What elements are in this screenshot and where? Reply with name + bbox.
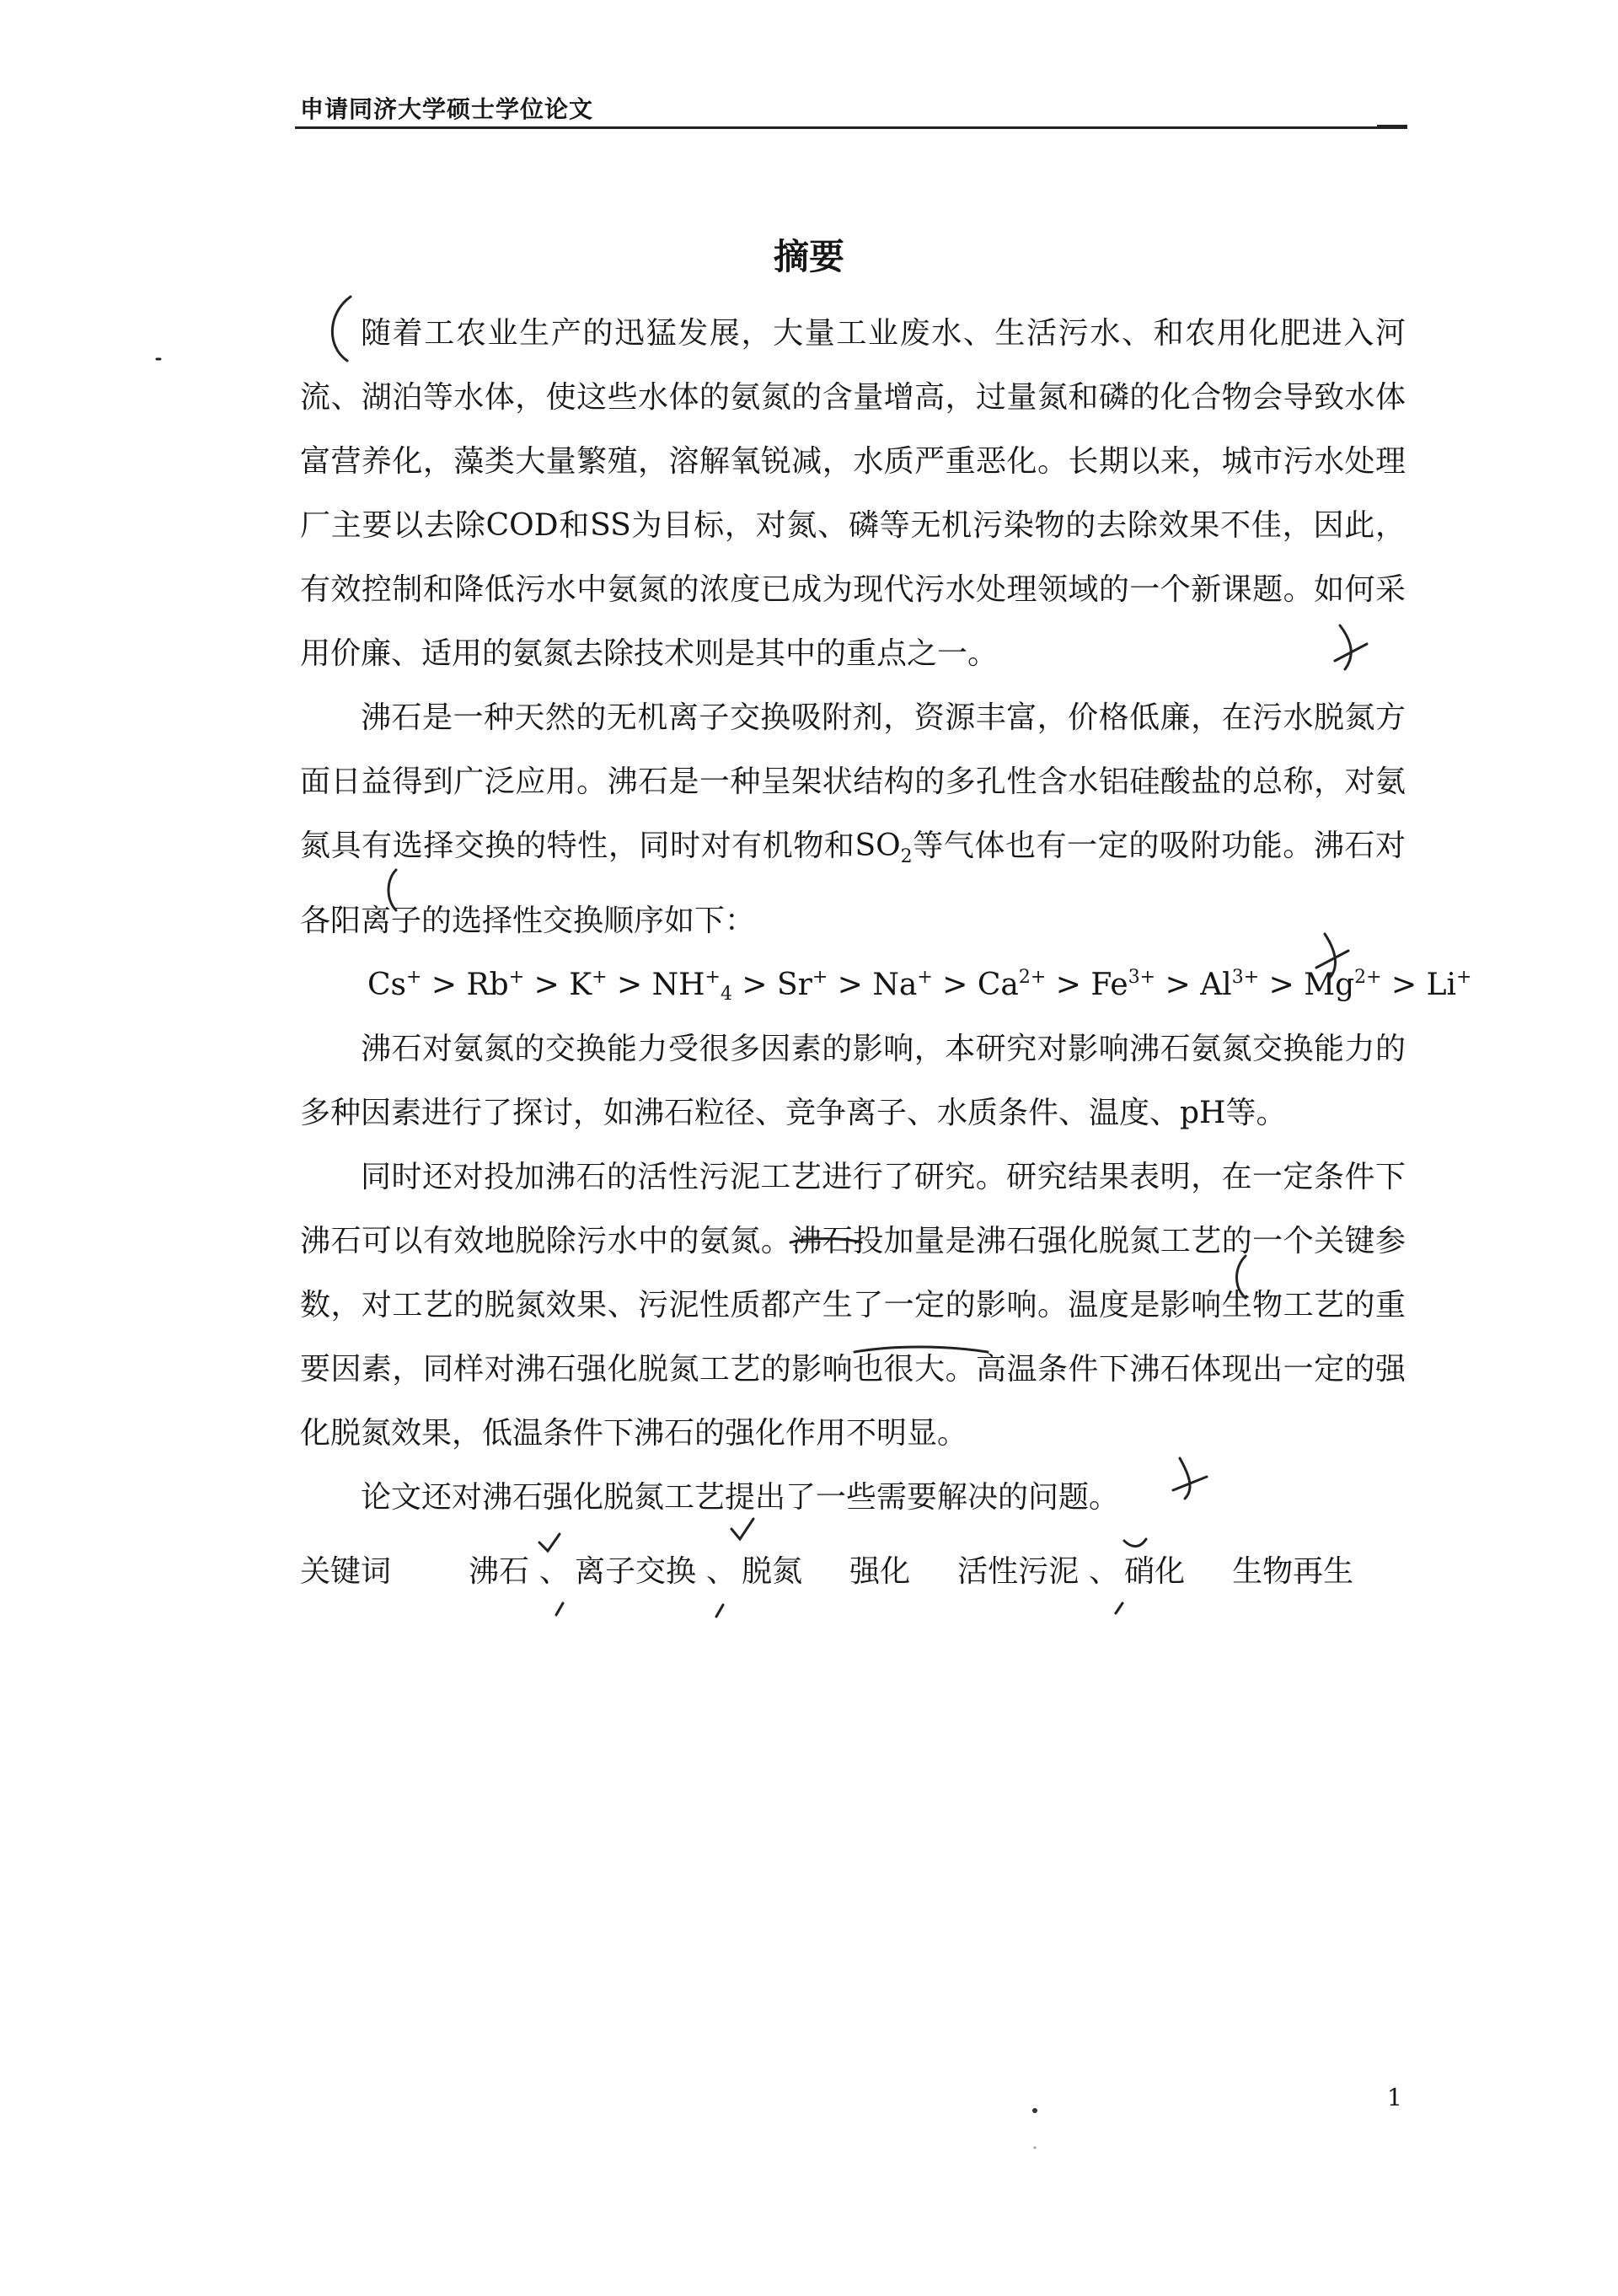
ion-charge: 2+ <box>1018 967 1047 989</box>
paragraph-4: 同时还对投加沸石的活性污泥工艺进行了研究。研究结果表明，在一定条件下沸石可以有效地脱除污水中的氨氮。沸石投加量是沸石强化脱氮工艺的一个关键参数，对工艺的脱氮效果、污泥性质都产生了一定的影响。温度是影响生物工艺的重要因素，同样对沸石强化脱氮工艺的影响也很大。高温条件下沸石体现出一定的强化脱氮效果，低温条件下沸石的强化作用不明显。 <box>300 1160 1406 1451</box>
keyword-item: 离子交换 <box>575 1554 697 1589</box>
ion-cs <box>367 968 421 1002</box>
keywords-list <box>469 1548 1401 1591</box>
paragraph-2-head: 沸石是一种天然的无机离子交换吸附剂，资源丰富，价格低廉，在污水脱氮方面日益得到广泛应用。沸石是一种呈架状结构的多孔性含水铝硅酸盐的总称，对氨氮具有选择交换的特性，同时对有机物和SO <box>300 700 1406 863</box>
ion-charge: + <box>1456 967 1472 989</box>
ion-symbol: Na <box>872 968 918 1003</box>
ion-fe <box>1090 968 1155 1002</box>
stray-dot <box>1032 2108 1037 2113</box>
keyword-item: 硝化 <box>1124 1554 1186 1589</box>
keyword-separator: 、 <box>539 1554 571 1589</box>
ion-charge: + <box>508 967 525 989</box>
keyword-item: 活性污泥 <box>957 1554 1080 1589</box>
ion-charge: + <box>705 967 721 989</box>
abstract-title: 摘要 <box>773 236 844 277</box>
ion-charge: 3+ <box>1128 967 1156 989</box>
ion-symbol: Ca <box>977 968 1019 1003</box>
tick-stroke <box>716 1605 723 1617</box>
keyword-item: 沸石 <box>469 1554 530 1589</box>
ion-ca <box>978 968 1046 1002</box>
keyword-item: 脱氮 <box>742 1554 803 1589</box>
formula-separator: > <box>1155 968 1201 1003</box>
ion-symbol: Mg <box>1304 968 1355 1003</box>
ion-al <box>1200 968 1259 1002</box>
ion-symbol: Fe <box>1090 968 1128 1003</box>
ion-symbol: NH <box>651 968 705 1003</box>
ion-symbol: K <box>569 968 592 1003</box>
formula-separator: > <box>421 968 467 1003</box>
paragraph-2-subscript: 2 <box>900 846 913 868</box>
keyword-item: 强化 <box>849 1554 911 1589</box>
ion-charge: 2+ <box>1354 967 1382 989</box>
ion-sr <box>777 968 828 1002</box>
keyword-separator: 、 <box>706 1554 737 1589</box>
running-header: 申请同济大学硕士学位论文 <box>300 95 594 123</box>
ion-symbol: Rb <box>466 968 509 1003</box>
formula-separator: > <box>828 968 873 1003</box>
header-rule <box>295 126 1407 129</box>
ion-k <box>569 968 607 1002</box>
ion-na <box>872 968 932 1002</box>
paragraph-5: 论文还对沸石强化脱氮工艺提出了一些需要解决的问题。 <box>361 1480 1120 1515</box>
formula-separator: > <box>1259 968 1305 1003</box>
tick-stroke <box>1116 1603 1122 1613</box>
paragraph-2-tail: 等气体也有一定的吸附功能。沸石对各阳离子的选择性交换顺序如下： <box>300 829 1406 939</box>
ion-nh <box>651 967 732 1006</box>
formula-separator: > <box>607 968 652 1003</box>
keywords-line <box>300 1548 1401 1591</box>
page-number: 1 <box>1387 2084 1402 2111</box>
ion-charge: + <box>812 967 828 989</box>
keywords-label: 关键词 <box>300 1554 392 1589</box>
paragraph-3: 沸石对氨氮的交换能力受很多因素的影响，本研究对影响沸石氨氮交换能力的多种因素进行了探讨，如沸石粒径、竞争离子、水质条件、温度、pH等。 <box>300 1032 1406 1131</box>
ion-symbol: Cs <box>367 968 407 1003</box>
abstract-body <box>300 302 1472 1530</box>
ion-charge: + <box>406 967 422 989</box>
ion-selectivity-formula <box>300 953 1472 1017</box>
ion-symbol: Al <box>1200 968 1232 1003</box>
formula-separator: > <box>932 968 978 1003</box>
ion-charge: + <box>592 967 608 989</box>
ion-charge: 3+ <box>1231 967 1260 989</box>
formula-separator: > <box>1381 968 1427 1003</box>
ion-mg <box>1304 968 1381 1002</box>
tick-stroke <box>556 1603 563 1615</box>
ion-rb <box>467 968 525 1002</box>
stray-dot <box>1034 2147 1037 2149</box>
check-mark <box>1124 1539 1146 1547</box>
formula-separator: > <box>1046 968 1091 1003</box>
header-dash <box>1377 125 1407 128</box>
formula-separator: > <box>731 968 777 1003</box>
paragraph-2 <box>300 686 1406 953</box>
keyword-item: 生物再生 <box>1232 1554 1354 1589</box>
formula-separator: > <box>524 968 570 1003</box>
ion-li <box>1427 968 1472 1002</box>
ion-symbol: Sr <box>777 968 812 1003</box>
paragraph-1: 随着工农业生产的迅猛发展，大量工业废水、生活污水、和农用化肥进入河流、湖泊等水体，使这些水体的氨氮的含量增高，过量氮和磷的化合物会导致水体富营养化，藻类大量繁殖，溶解氧锐减，水质严重恶化。长期以来，城市污水处理厂主要以去除COD和SS为目标，对氮、磷等无机污染物的去除效果不佳，因此，有效控制和降低污水中氨氮的浓度已成为现代污水处理领域的一个新课题。如何采用价廉、适用的氨氮去除技术则是其中的重点之一。 <box>300 316 1406 671</box>
ion-subscript: 4 <box>720 984 732 1006</box>
keyword-separator: 、 <box>1089 1554 1120 1589</box>
ion-symbol: Li <box>1426 968 1457 1003</box>
ion-charge: + <box>917 967 933 989</box>
